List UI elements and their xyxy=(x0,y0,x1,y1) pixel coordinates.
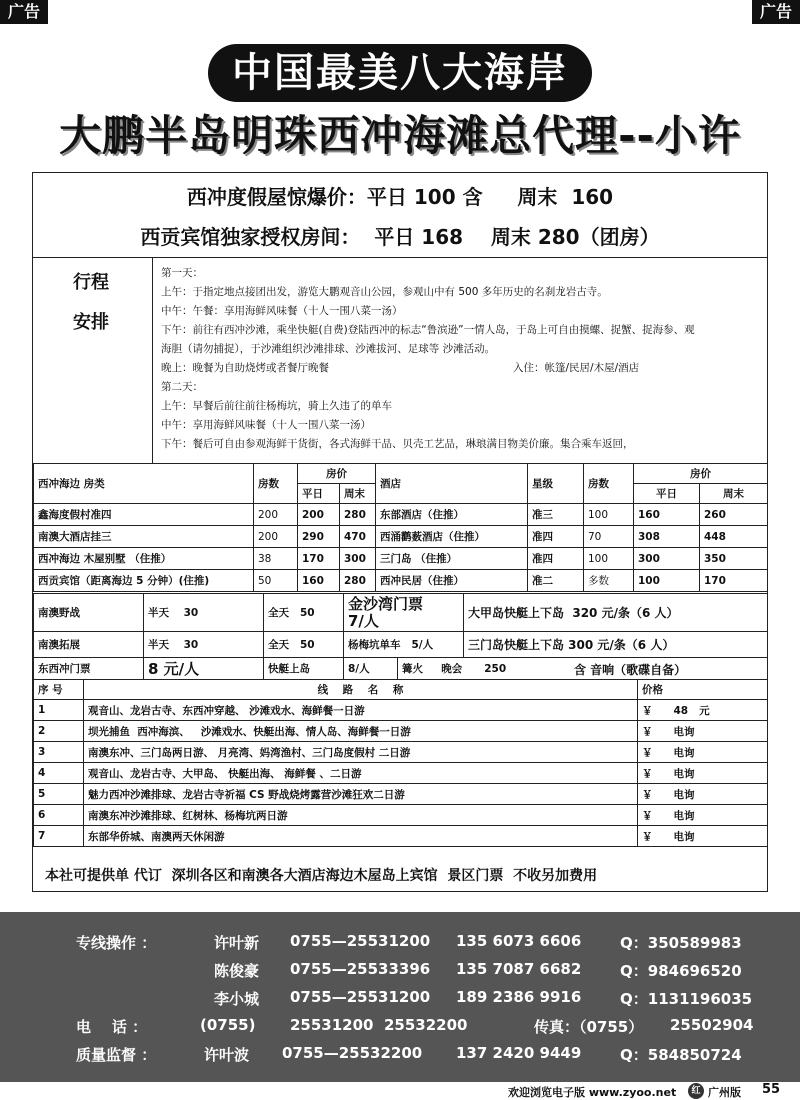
page-subtitle: 大鹏半岛明珠西冲海滩总代理--小许 xyxy=(59,111,741,160)
itinerary-section xyxy=(33,257,767,463)
footer xyxy=(0,1082,800,1100)
hotel-weekend: 470 xyxy=(340,526,376,548)
op-mobile: 189 2386 9916 xyxy=(456,988,582,1006)
title-banner xyxy=(0,44,800,102)
ticket-name: 南澳拓展 xyxy=(34,632,144,658)
table-row xyxy=(34,805,768,826)
ticket-boat-price: 8/人 xyxy=(344,658,398,680)
table-row xyxy=(34,826,768,847)
hotel2-name: 三门岛 （住推） xyxy=(376,548,528,570)
route-name: 观音山、龙岩古寺、大甲岛、 快艇出海、 海鲜餐 、二日游 xyxy=(84,763,638,784)
hotel-weekend: 280 xyxy=(340,504,376,526)
price-line-1: 西冲度假屋惊爆价：平日 100 含 周末 160 xyxy=(186,185,614,209)
route-no: 2 xyxy=(34,721,84,742)
itinerary-label-top: 行程 xyxy=(73,272,109,293)
hotel2-weekday: 300 xyxy=(634,548,700,570)
yen-icon: ￥ xyxy=(638,721,670,742)
hotel2-rooms: 多数 xyxy=(584,570,634,592)
hotel-name: 南澳大酒店挂三 xyxy=(34,526,254,548)
table-row xyxy=(34,742,768,763)
hotel2-weekend: 448 xyxy=(700,526,768,548)
hotel-header-weekday2: 平日 xyxy=(634,484,700,504)
price-line-2: 西贡宾馆独家授权房间： 平日 168 周末 280（团房） xyxy=(140,225,660,249)
route-no: 1 xyxy=(34,700,84,721)
fax-number: 25502904 xyxy=(670,1016,754,1034)
itinerary-body xyxy=(161,264,761,454)
main-panel xyxy=(32,172,768,892)
ticket-full-day: 全天 50 xyxy=(264,594,344,632)
hotel2-star: 准三 xyxy=(528,504,584,526)
hotel-name: 鑫海度假村准四 xyxy=(34,504,254,526)
route-name: 魅力西冲沙滩排球、龙岩古寺祈福 CS 野战烧烤露营沙滩狂欢二日游 xyxy=(84,784,638,805)
ticket-bonfire-cell xyxy=(398,658,768,680)
op-mobile: 135 7087 6682 xyxy=(456,960,582,978)
footer-edition: 广州版 xyxy=(708,1086,741,1099)
ad-tag-left: 广告 xyxy=(0,0,48,24)
table-row xyxy=(34,594,768,632)
hotel-header-weekday: 平日 xyxy=(298,484,340,504)
hotel-header-weekend2: 周末 xyxy=(700,484,768,504)
qc-mobile: 137 2420 9449 xyxy=(456,1044,582,1062)
hotel2-star: 准四 xyxy=(528,526,584,548)
route-name: 南澳东冲、三门岛两日游、 月亮湾、妈湾渔村、三门岛度假村 二日游 xyxy=(84,742,638,763)
route-price: 电询 xyxy=(670,742,768,763)
ticket-table xyxy=(33,593,768,658)
stay-options: 入住：帐篷/民居/木屋/酒店 xyxy=(513,362,640,374)
hotel2-star: 准四 xyxy=(528,548,584,570)
hotel-header-star: 星级 xyxy=(528,464,584,504)
yen-icon: ￥ xyxy=(638,826,670,847)
ad-tag-right: 广告 xyxy=(752,0,800,24)
hotel2-weekend: 350 xyxy=(700,548,768,570)
table-row xyxy=(34,784,768,805)
op-qq: Q：1131196035 xyxy=(620,990,753,1008)
page-title: 中国最美八大海岸 xyxy=(208,44,592,102)
hotel2-rooms: 70 xyxy=(584,526,634,548)
route-no: 7 xyxy=(34,826,84,847)
route-header-price: 价格 xyxy=(638,680,768,700)
day1-afternoon-b: 海胆（请勿捕捉），于沙滩组织沙滩排球、沙滩拔河、足球等 沙滩活动。 xyxy=(161,343,496,355)
hotel-weekday: 290 xyxy=(298,526,340,548)
fax-label: 传真：（0755） xyxy=(534,1018,644,1036)
ticket-name: 南澳野战 xyxy=(34,594,144,632)
day1-noon: 中午：午餐：享用海鲜风味餐（十人一围八菜一汤） xyxy=(161,305,403,317)
route-name: 东部华侨城、南澳两天休闲游 xyxy=(84,826,638,847)
hotel-name: 西贡宾馆（距离海边 5 分钟）(住推) xyxy=(34,570,254,592)
day1-afternoon-a: 下午：前往有西冲沙滩，乘坐快艇(自费)登陆西冲的标志“鲁滨逊”一情人岛，于岛上可自由摸螺、捉蟹、捉海参、观 xyxy=(161,324,695,336)
label-operations: 专线操作 ： xyxy=(76,934,157,952)
hotel-weekday: 160 xyxy=(298,570,340,592)
hotel-header-rooms: 房数 xyxy=(254,464,298,504)
bottom-note: 本社可提供单 代订 深圳各区和南澳各大酒店海边木屋岛上宾馆 景区门票 不收另加费用 xyxy=(45,868,598,884)
op-name: 李小城 xyxy=(214,990,260,1008)
table-row xyxy=(34,632,768,658)
day1-title: 第一天： xyxy=(161,267,203,279)
route-no: 6 xyxy=(34,805,84,826)
route-price: 电询 xyxy=(670,763,768,784)
day2-afternoon: 下午：餐后可自由参观海鲜干货街，各式海鲜干品、贝壳工艺品，琳琅满目物美价廉。集合乘车返回， xyxy=(161,438,634,450)
hotel-name: 西冲海边 木屋别墅 （住推） xyxy=(34,548,254,570)
itinerary-label xyxy=(33,258,153,463)
ticket-bike: 杨梅坑单车 5/人 xyxy=(344,632,464,658)
contact-panel xyxy=(0,912,800,1082)
hotel-rooms: 50 xyxy=(254,570,298,592)
hotel-header-rooms2: 房数 xyxy=(584,464,634,504)
route-header-no: 序 号 xyxy=(34,680,84,700)
hotel2-name: 东部酒店（住推） xyxy=(376,504,528,526)
yen-icon: ￥ xyxy=(638,763,670,784)
ticket-bonfire: 篝火 晚会 250 xyxy=(402,663,507,675)
route-no: 3 xyxy=(34,742,84,763)
ticket-price: 8 元/人 xyxy=(144,658,264,680)
route-price: 电询 xyxy=(670,826,768,847)
day1-morning: 上午：于指定地点接团出发，游览大鹏观音山公园，参观山中有 500 多年历史的名刹龙岩古寺。 xyxy=(161,286,608,298)
hotel-rooms: 200 xyxy=(254,504,298,526)
qc-name: 许叶波 xyxy=(204,1046,250,1064)
hotel-weekday: 170 xyxy=(298,548,340,570)
route-name: 坝光捕鱼 西冲海滨、 沙滩戏水、快艇出海、情人岛、海鲜餐一日游 xyxy=(84,721,638,742)
phone-code: (0755) xyxy=(200,1016,256,1034)
table-row xyxy=(34,658,768,680)
hotel-table xyxy=(33,463,768,592)
ticket-jinshawan xyxy=(344,594,464,632)
op-qq: Q：984696520 xyxy=(620,962,742,980)
yen-icon: ￥ xyxy=(638,700,670,721)
label-phone: 电 话 ： xyxy=(76,1018,148,1036)
ticket-half-day: 半天 30 xyxy=(144,594,264,632)
hotel2-rooms: 100 xyxy=(584,548,634,570)
hotel-header-price2: 房价 xyxy=(634,464,768,484)
hotel2-rooms: 100 xyxy=(584,504,634,526)
day1-evening-row xyxy=(161,359,761,378)
op-qq: Q：350589983 xyxy=(620,934,742,952)
hotel-rooms: 200 xyxy=(254,526,298,548)
ticket-sound: 含 音响（歌碟自备） xyxy=(574,663,687,677)
route-no: 5 xyxy=(34,784,84,805)
hotel2-weekend: 170 xyxy=(700,570,768,592)
route-price: 48 元 xyxy=(670,700,768,721)
hotel-header-category: 西冲海边 房类 xyxy=(34,464,254,504)
ticket-half-day: 半天 30 xyxy=(144,632,264,658)
route-header-name: 线 路 名 称 xyxy=(84,680,638,700)
label-quality: 质量监督 ： xyxy=(76,1046,157,1064)
ticket-jinshawan-price: 7/人 xyxy=(348,611,379,630)
qc-qq: Q：584850724 xyxy=(620,1046,742,1064)
hotel-header-price: 房价 xyxy=(298,464,376,484)
itinerary-label-bottom: 安排 xyxy=(73,312,109,333)
ticket-boat: 三门岛快艇上下岛 300 元/条（6 人） xyxy=(464,632,768,658)
op-name: 陈俊豪 xyxy=(214,962,260,980)
ticket-full-day: 全天 50 xyxy=(264,632,344,658)
hotel2-weekend: 260 xyxy=(700,504,768,526)
route-price: 电询 xyxy=(670,784,768,805)
route-price: 电询 xyxy=(670,721,768,742)
op-tel: 0755—25531200 xyxy=(290,932,431,950)
ticket-boat-label: 快艇上岛 xyxy=(264,658,344,680)
phone-numbers: 25531200 25532200 xyxy=(290,1016,468,1034)
hotel-header-weekend: 周末 xyxy=(340,484,376,504)
day2-noon: 中午：享用海鲜风味餐（十人一围八菜一汤） xyxy=(161,419,371,431)
hotel2-star: 准二 xyxy=(528,570,584,592)
table-row xyxy=(34,526,768,548)
hotel2-weekday: 100 xyxy=(634,570,700,592)
op-name: 许叶新 xyxy=(214,934,260,952)
footer-site: 欢迎浏览电子版 www.zyoo.net xyxy=(508,1086,677,1099)
hotel2-name: 西涌鹳薮酒店（住推） xyxy=(376,526,528,548)
yen-icon: ￥ xyxy=(638,805,670,826)
route-table xyxy=(33,679,768,847)
table-row xyxy=(34,570,768,592)
hong-logo-icon: 红 xyxy=(688,1083,704,1099)
page-number: 55 xyxy=(762,1082,781,1097)
day1-evening: 晚上：晚餐为自助烧烤或者餐厅晚餐 xyxy=(161,362,329,374)
hotel-header-hotel: 酒店 xyxy=(376,464,528,504)
ticket-name: 东西冲门票 xyxy=(34,658,144,680)
route-no: 4 xyxy=(34,763,84,784)
table-row xyxy=(34,763,768,784)
table-row xyxy=(34,721,768,742)
table-row xyxy=(34,700,768,721)
hotel-weekend: 280 xyxy=(340,570,376,592)
day2-morning: 上午：早餐后前往前往杨梅坑，骑上久违了的单车 xyxy=(161,400,392,412)
op-mobile: 135 6073 6606 xyxy=(456,932,582,950)
hotel2-weekday: 308 xyxy=(634,526,700,548)
yen-icon: ￥ xyxy=(638,784,670,805)
table-row xyxy=(34,504,768,526)
ticket-table-2 xyxy=(33,657,768,680)
qc-tel: 0755—25532200 xyxy=(282,1044,423,1062)
op-tel: 0755—25533396 xyxy=(290,960,431,978)
ticket-boat: 大甲岛快艇上下岛 320 元/条（6 人） xyxy=(464,594,768,632)
op-tel: 0755—25531200 xyxy=(290,988,431,1006)
day2-title: 第二天： xyxy=(161,381,203,393)
yen-icon: ￥ xyxy=(638,742,670,763)
hotel-weekday: 200 xyxy=(298,504,340,526)
route-name: 观音山、龙岩古寺、东西冲穿越、 沙滩戏水、海鲜餐一日游 xyxy=(84,700,638,721)
route-price: 电询 xyxy=(670,805,768,826)
route-name: 南澳东冲沙滩排球、红树林、杨梅坑两日游 xyxy=(84,805,638,826)
ticket-jinshawan-label: 金沙湾门票 xyxy=(348,594,424,613)
hotel-rooms: 38 xyxy=(254,548,298,570)
hotel2-weekday: 160 xyxy=(634,504,700,526)
hotel-weekend: 300 xyxy=(340,548,376,570)
table-row xyxy=(34,548,768,570)
hotel2-name: 西冲民居（住推） xyxy=(376,570,528,592)
